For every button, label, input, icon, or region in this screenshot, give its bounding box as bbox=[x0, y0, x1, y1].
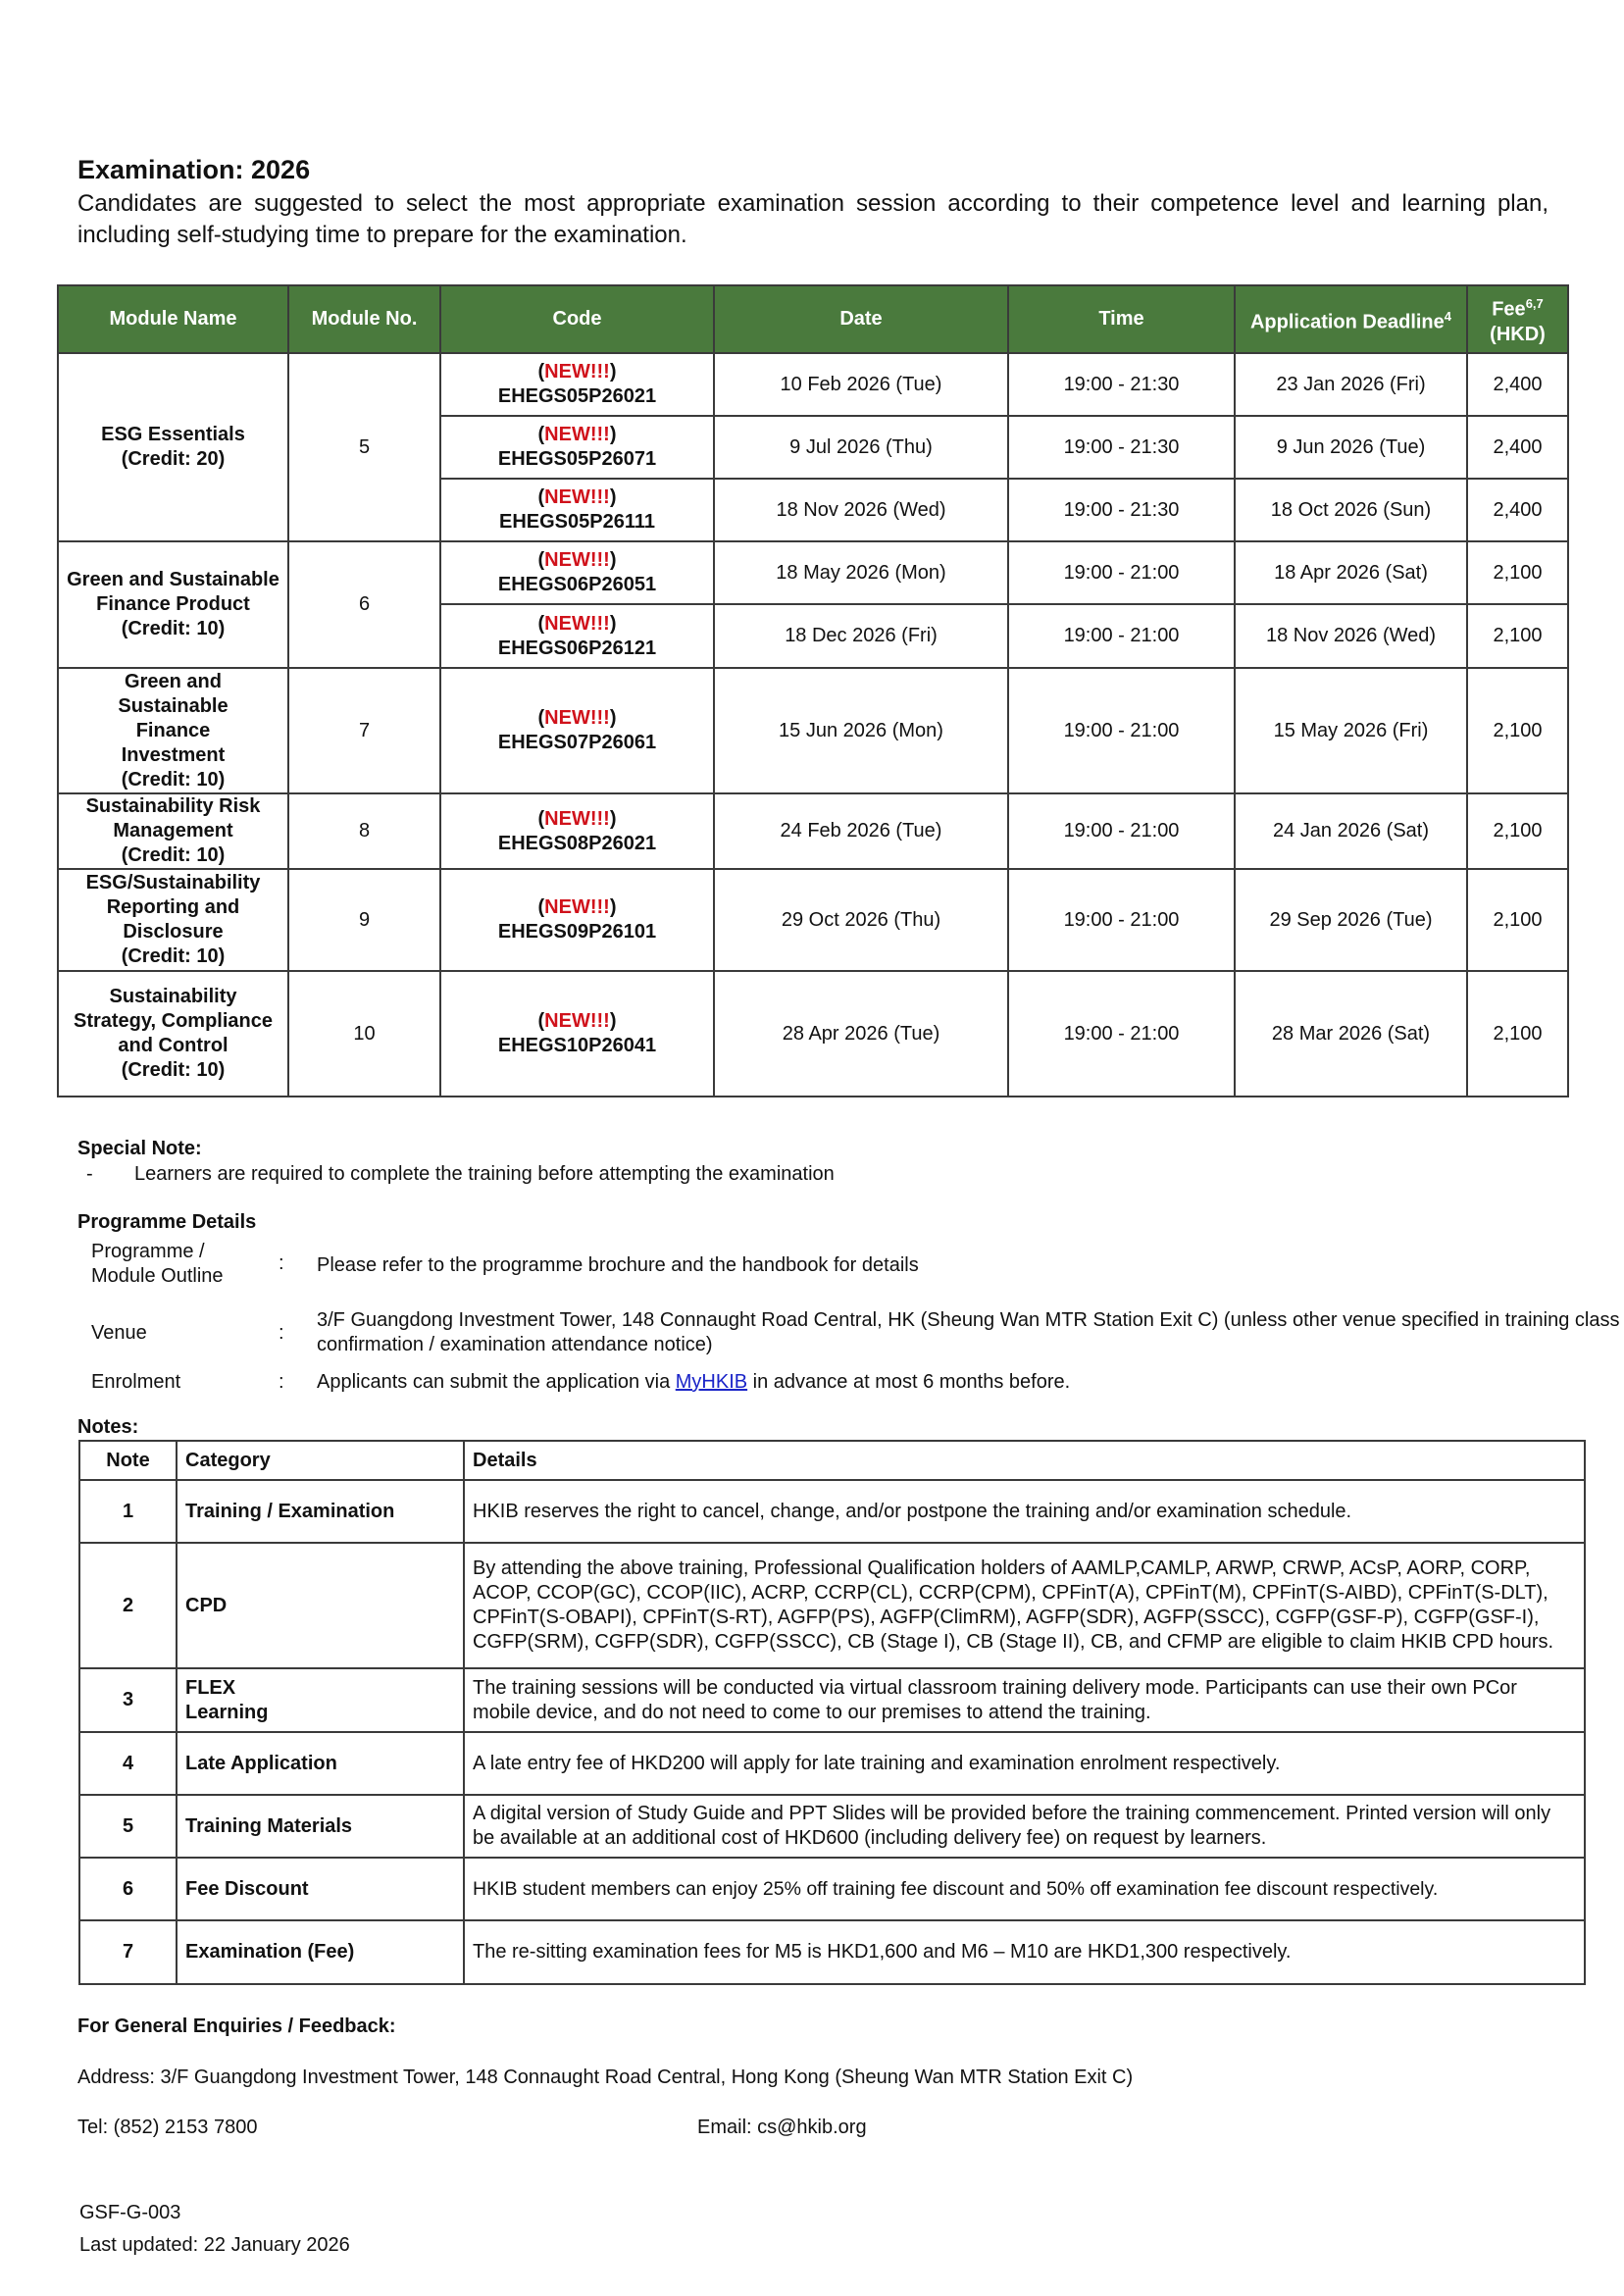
exam-time: 19:00 - 21:00 bbox=[1008, 604, 1235, 668]
new-badge: NEW!!! bbox=[544, 486, 610, 508]
module-no: 9 bbox=[288, 869, 440, 971]
enrolment-label: Enrolment bbox=[91, 1371, 181, 1393]
programme-details-heading: Programme Details bbox=[77, 1211, 257, 1233]
exam-date: 28 Apr 2026 (Tue) bbox=[714, 971, 1008, 1097]
exam-date: 18 May 2026 (Mon) bbox=[714, 541, 1008, 604]
module-credit: (Credit: 10) bbox=[121, 844, 226, 866]
note-category: Training / Examination bbox=[177, 1480, 464, 1543]
note-category: Training Materials bbox=[177, 1795, 464, 1858]
module-credit: (Credit: 20) bbox=[121, 448, 226, 470]
colon: : bbox=[279, 1252, 284, 1274]
last-updated: Last updated: 22 January 2026 bbox=[79, 2234, 350, 2256]
enrolment-value bbox=[317, 1370, 1621, 1395]
application-deadline: 23 Jan 2026 (Fri) bbox=[1235, 353, 1467, 416]
note-category: Examination (Fee) bbox=[177, 1920, 464, 1984]
fee: 2,400 bbox=[1467, 416, 1568, 479]
module-name-cell bbox=[58, 971, 288, 1097]
exam-date: 18 Dec 2026 (Fri) bbox=[714, 604, 1008, 668]
module-name-cell bbox=[58, 869, 288, 971]
note-number: 1 bbox=[79, 1480, 177, 1543]
module-name-cell bbox=[58, 353, 288, 541]
special-note-item: Learners are required to complete the training before attempting the examination bbox=[134, 1163, 835, 1185]
note-details: HKIB student members can enjoy 25% off training fee discount and 50% off examination fee discount respectively. bbox=[464, 1858, 1585, 1920]
fee-label: Fee bbox=[1492, 298, 1526, 321]
exam-code: EHEGS10P26041 bbox=[497, 1035, 657, 1056]
myhkib-link[interactable]: MyHKIB bbox=[675, 1371, 748, 1393]
note-number: 2 bbox=[79, 1543, 177, 1668]
exam-time: 19:00 - 21:00 bbox=[1008, 869, 1235, 971]
exam-code: EHEGS09P26101 bbox=[497, 921, 657, 943]
module-name: ESG/Sustainability Reporting and Disclosure bbox=[85, 872, 261, 943]
table-row bbox=[58, 668, 1568, 793]
contact-email: Email: cs@hkib.org bbox=[697, 2117, 867, 2138]
venue-row bbox=[77, 1306, 1620, 1365]
table-row bbox=[58, 353, 1568, 416]
module-name-cell bbox=[58, 793, 288, 869]
fee: 2,100 bbox=[1467, 668, 1568, 793]
note-details: The training sessions will be conducted via virtual classroom training delivery mode. Participants can use their own PCor mobile device, and do not need to come to our premises to attend the training. bbox=[464, 1668, 1585, 1732]
note-details: The re-sitting examination fees for M5 is HKD1,600 and M6 – M10 are HKD1,300 respectively. bbox=[464, 1920, 1585, 1984]
code-cell: (NEW!!!) EHEGS06P26121 bbox=[440, 604, 714, 668]
module-name: Green and Sustainable Finance Investment bbox=[118, 670, 228, 766]
new-badge: NEW!!! bbox=[544, 612, 610, 635]
col-category: Category bbox=[177, 1441, 464, 1480]
note-row bbox=[79, 1543, 1585, 1668]
table-row bbox=[58, 793, 1568, 869]
col-module-no: Module No. bbox=[288, 285, 440, 353]
fee: 2,100 bbox=[1467, 869, 1568, 971]
outline-label: Programme / Module Outline bbox=[91, 1241, 224, 1287]
table-row bbox=[58, 971, 1568, 1097]
code-cell: (NEW!!!) EHEGS05P26111 bbox=[440, 479, 714, 541]
note-row bbox=[79, 1858, 1585, 1920]
contact-tel: Tel: (852) 2153 7800 bbox=[77, 2117, 258, 2138]
document-code: GSF-G-003 bbox=[79, 2202, 181, 2223]
note-details: HKIB reserves the right to cancel, change, and/or postpone the training and/or examination schedule. bbox=[464, 1480, 1585, 1543]
contact-address: Address: 3/F Guangdong Investment Tower, 148 Connaught Road Central, Hong Kong (Sheung Wan MTR Station Exit C) bbox=[77, 2066, 1134, 2088]
programme-outline-row bbox=[77, 1240, 1548, 1299]
module-credit: (Credit: 10) bbox=[121, 618, 226, 639]
application-deadline: 24 Jan 2026 (Sat) bbox=[1235, 793, 1467, 869]
module-no: 5 bbox=[288, 353, 440, 541]
note-row bbox=[79, 1668, 1585, 1732]
new-badge: NEW!!! bbox=[544, 549, 610, 571]
col-time: Time bbox=[1008, 285, 1235, 353]
fee: 2,400 bbox=[1467, 479, 1568, 541]
application-deadline: 18 Oct 2026 (Sun) bbox=[1235, 479, 1467, 541]
code-cell: (NEW!!!) EHEGS07P26061 bbox=[440, 668, 714, 793]
exam-date: 29 Oct 2026 (Thu) bbox=[714, 869, 1008, 971]
code-cell: (NEW!!!) EHEGS08P26021 bbox=[440, 793, 714, 869]
new-badge: NEW!!! bbox=[544, 707, 610, 729]
module-name: Sustainability Strategy, Compliance and Control bbox=[73, 986, 274, 1056]
col-details: Details bbox=[464, 1441, 1585, 1480]
fee-unit: (HKD) bbox=[1490, 323, 1546, 345]
note-details: By attending the above training, Professional Qualification holders of AAMLP,CAMLP, ARWP, CRWP, ACsP, AORP, CORP, ACOP, CCOP(GC), CCOP(IIC), ACRP, CCRP(CL), CCRP(CPM), CPFinT(A), CPFinT(M), CPFinT(S-AIBD), CPFinT(S-DLT), CPFinT(S-OBAPI), CPFinT(S-RT), AGFP(PS), AGFP(ClimRM), AGFP(SDR), AGFP(SSCC), CGFP(GSF-P), CGFP(GSF-I), CGFP(SRM), CGFP(SDR), CGFP(SSCC), CB (Stage I), CB (Stage II), CB, and CFMP are eligible to claim HKIB CPD hours. bbox=[464, 1543, 1585, 1668]
note-number: 7 bbox=[79, 1920, 177, 1984]
exam-date: 10 Feb 2026 (Tue) bbox=[714, 353, 1008, 416]
fee-footnote: 6,7 bbox=[1525, 296, 1544, 312]
note-number: 3 bbox=[79, 1668, 177, 1732]
module-name-cell bbox=[58, 541, 288, 668]
notes-table bbox=[78, 1440, 1586, 1985]
module-credit: (Credit: 10) bbox=[121, 768, 226, 791]
examination-schedule-table bbox=[57, 284, 1569, 1097]
note-number: 4 bbox=[79, 1732, 177, 1795]
notes-header-row bbox=[79, 1441, 1585, 1480]
new-badge: NEW!!! bbox=[544, 361, 610, 383]
code-cell: (NEW!!!) EHEGS06P26051 bbox=[440, 541, 714, 604]
module-no: 8 bbox=[288, 793, 440, 869]
note-number: 5 bbox=[79, 1795, 177, 1858]
new-badge: NEW!!! bbox=[544, 896, 610, 918]
fee: 2,100 bbox=[1467, 604, 1568, 668]
module-no: 10 bbox=[288, 971, 440, 1097]
col-date: Date bbox=[714, 285, 1008, 353]
special-note-heading: Special Note: bbox=[77, 1138, 202, 1159]
contact-heading: For General Enquiries / Feedback: bbox=[77, 2015, 396, 2037]
module-credit: (Credit: 10) bbox=[121, 1059, 226, 1081]
notes-heading: Notes: bbox=[77, 1416, 139, 1438]
exam-time: 19:00 - 21:30 bbox=[1008, 479, 1235, 541]
module-credit: (Credit: 10) bbox=[121, 945, 226, 967]
module-name: Sustainability Risk Management bbox=[85, 795, 261, 842]
exam-code: EHEGS05P26071 bbox=[497, 448, 657, 470]
application-deadline: 18 Nov 2026 (Wed) bbox=[1235, 604, 1467, 668]
table-row bbox=[58, 869, 1568, 971]
code-cell: (NEW!!!) EHEGS09P26101 bbox=[440, 869, 714, 971]
note-details: A late entry fee of HKD200 will apply for late training and examination enrolment respectively. bbox=[464, 1732, 1585, 1795]
module-name-cell bbox=[58, 668, 288, 793]
exam-code: EHEGS05P26111 bbox=[498, 511, 655, 533]
exam-date: 24 Feb 2026 (Tue) bbox=[714, 793, 1008, 869]
deadline-label: Application Deadline bbox=[1249, 311, 1445, 333]
note-category: FLEX Learning bbox=[177, 1668, 464, 1732]
fee: 2,400 bbox=[1467, 353, 1568, 416]
code-cell: (NEW!!!) EHEGS05P26071 bbox=[440, 416, 714, 479]
note-row bbox=[79, 1732, 1585, 1795]
exam-code: EHEGS08P26021 bbox=[497, 832, 657, 854]
note-number: 6 bbox=[79, 1858, 177, 1920]
col-note: Note bbox=[79, 1441, 177, 1480]
note-category: CPD bbox=[177, 1543, 464, 1668]
enrolment-text-before: Applicants can submit the application via bbox=[317, 1371, 676, 1393]
new-badge: NEW!!! bbox=[544, 1010, 610, 1032]
exam-code: EHEGS05P26021 bbox=[497, 385, 657, 407]
note-row bbox=[79, 1920, 1585, 1984]
exam-code: EHEGS06P26051 bbox=[497, 574, 657, 595]
exam-time: 19:00 - 21:00 bbox=[1008, 668, 1235, 793]
note-category: Late Application bbox=[177, 1732, 464, 1795]
deadline-footnote: 4 bbox=[1444, 308, 1452, 324]
note-row bbox=[79, 1480, 1585, 1543]
note-details: A digital version of Study Guide and PPT Slides will be provided before the training commencement. Printed version will only be available at an additional cost of HKD600 (including delivery fee) on request by learners. bbox=[464, 1795, 1585, 1858]
exam-time: 19:00 - 21:00 bbox=[1008, 971, 1235, 1097]
venue-value: 3/F Guangdong Investment Tower, 148 Connaught Road Central, HK (Sheung Wan MTR Station Exit C) (unless other venue specified in training class confirmation / examination attendance notice) bbox=[317, 1309, 1620, 1355]
application-deadline: 18 Apr 2026 (Sat) bbox=[1235, 541, 1467, 604]
col-deadline bbox=[1235, 285, 1467, 353]
exam-date: 9 Jul 2026 (Thu) bbox=[714, 416, 1008, 479]
exam-code: EHEGS07P26061 bbox=[497, 732, 657, 753]
table-header-row bbox=[58, 285, 1568, 353]
module-no: 6 bbox=[288, 541, 440, 668]
fee: 2,100 bbox=[1467, 793, 1568, 869]
exam-time: 19:00 - 21:30 bbox=[1008, 353, 1235, 416]
fee: 2,100 bbox=[1467, 541, 1568, 604]
venue-label: Venue bbox=[91, 1322, 147, 1344]
outline-value: Please refer to the programme brochure and the handbook for details bbox=[317, 1254, 919, 1276]
page-title: Examination: 2026 bbox=[77, 155, 311, 184]
new-badge: NEW!!! bbox=[544, 424, 610, 445]
enrolment-row bbox=[77, 1370, 1548, 1400]
exam-time: 19:00 - 21:30 bbox=[1008, 416, 1235, 479]
special-note-bullet: - bbox=[86, 1163, 93, 1185]
exam-date: 15 Jun 2026 (Mon) bbox=[714, 668, 1008, 793]
exam-code: EHEGS06P26121 bbox=[497, 637, 657, 659]
colon: : bbox=[279, 1371, 284, 1393]
col-module-name: Module Name bbox=[58, 285, 288, 353]
application-deadline: 28 Mar 2026 (Sat) bbox=[1235, 971, 1467, 1097]
module-name: ESG Essentials bbox=[101, 424, 245, 445]
note-category: Fee Discount bbox=[177, 1858, 464, 1920]
application-deadline: 9 Jun 2026 (Tue) bbox=[1235, 416, 1467, 479]
table-row bbox=[58, 541, 1568, 604]
enrolment-text-after: in advance at most 6 months before. bbox=[747, 1371, 1071, 1393]
module-name: Green and Sustainable Finance Product bbox=[67, 569, 279, 615]
col-code: Code bbox=[440, 285, 714, 353]
exam-time: 19:00 - 21:00 bbox=[1008, 793, 1235, 869]
new-badge: NEW!!! bbox=[544, 807, 610, 830]
code-cell: (NEW!!!) EHEGS10P26041 bbox=[440, 971, 714, 1097]
application-deadline: 15 May 2026 (Fri) bbox=[1235, 668, 1467, 793]
application-deadline: 29 Sep 2026 (Tue) bbox=[1235, 869, 1467, 971]
fee: 2,100 bbox=[1467, 971, 1568, 1097]
col-fee bbox=[1467, 285, 1568, 353]
intro-text: Candidates are suggested to select the most appropriate examination session according to their competence level and learning plan, including self-studying time to prepare for the examination. bbox=[77, 190, 1548, 248]
exam-date: 18 Nov 2026 (Wed) bbox=[714, 479, 1008, 541]
exam-time: 19:00 - 21:00 bbox=[1008, 541, 1235, 604]
module-no: 7 bbox=[288, 668, 440, 793]
code-cell: (NEW!!!) EHEGS05P26021 bbox=[440, 353, 714, 416]
colon: : bbox=[279, 1322, 284, 1344]
note-row bbox=[79, 1795, 1585, 1858]
